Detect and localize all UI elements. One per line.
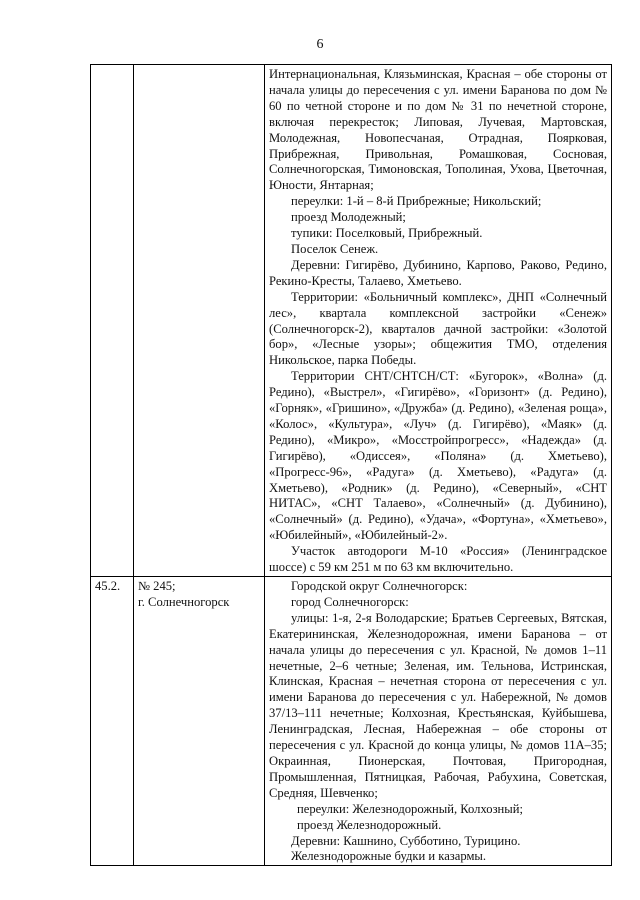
- territory-cell: [265, 65, 612, 577]
- territory-paragraph: Деревни: Кашнино, Субботино, Турицино.: [291, 833, 521, 848]
- territory-paragraph: переулки: Железнодорожный, Колхозный;: [297, 801, 523, 816]
- row-number-cell: 45.2.: [91, 577, 134, 866]
- territory-paragraph: тупики: Поселковый, Прибрежный.: [291, 226, 483, 241]
- territory-paragraph: Деревни: Гигирёво, Дубинино, Карпово, Раково, Редино, Рекино-Кресты, Талаево, Хметьево.: [269, 257, 607, 288]
- territory-paragraph: Территории: «Больничный комплекс», ДНП «Солнечный лес», квартала комплексной застройки «Сенеж» (Солнечногорск-2), кварталов дачной застройки: «Золотой бор», «Лесные узоры»; общежития ТМО, отделения Никольское, парка Победы.: [269, 289, 607, 368]
- territory-paragraph: улицы: 1-я, 2-я Володарские; Братьев Сергеевых, Вятская, Екатерининская, Железнодорожная, имени Баранова – от начала улицы до пересечения с ул. Красной, № домов 1–11 нечетные, 2–6 четные; Зеленая, им. Тельнова, Истринская, Клинская, Красная – нечетная сторона от пересечения с ул. имени Баранова до пересечения с ул. Набережной, № домов 37/13–111 нечетные; Колхозная, Крестьянская, Куйбышева, Ленинградская, Лесная, Набережная – обе стороны от пересечения с ул. Красной до конца улицы, № домов 11А–35; Окраинная, Пионерская, Почтовая, Пригородная, Промышленная, Пятницкая, Рабочая, Рабухина, Советская, Средняя, Шевченко;: [269, 610, 607, 800]
- polling-stations-table: [90, 64, 612, 866]
- territory-paragraph: Территории СНТ/СНТСН/СТ: «Бугорок», «Волна» (д. Редино), «Выстрел», «Гигирёво», «Горизонт» (д. Редино), «Горняк», «Гришино», «Дружба» (д. Редино), «Зеленая роща», «Колос», «Культура», «Луч» (д. Гигирёво), «Маяк» (д. Редино), «Микро», «Мосстройпрогресс», «Надежда» (д. Гигирёво), «Одиссея», «Поляна» (д. Хметьево), «Прогресс-96», «Радуга» (д. Хметьево), «Радуга» (д. Хметьево), «Родник» (д. Редино), «Северный», «СНТ НИТАС», «СНТ Талаево», «Солнечный» (д. Дубинино), «Солнечный» (д. Редино), «Удача», «Фортуна», «Хметьево», «Юбилейный», «Юбилейный-2».: [269, 369, 607, 543]
- row-number-cell: [91, 65, 134, 577]
- polling-station-cell: № 245; г. Солнечногорск: [134, 577, 265, 866]
- polling-station-cell: [134, 65, 265, 577]
- table-row: [91, 65, 612, 577]
- territory-paragraph: Участок автодороги М-10 «Россия» (Ленинградское шоссе) с 59 км 251 м по 63 км включительно.: [269, 544, 607, 575]
- page-number: 6: [316, 37, 324, 52]
- territory-paragraph: Поселок Сенеж.: [291, 241, 379, 256]
- territory-paragraph: Городской округ Солнечногорск:: [291, 579, 468, 593]
- territory-paragraph: город Солнечногорск:: [291, 594, 409, 609]
- territory-paragraph: Железнодорожные будки и казармы.: [291, 849, 487, 864]
- territory-paragraph: проезд Молодежный;: [291, 210, 406, 225]
- territory-paragraph: Интернациональная, Клязьминская, Красная – обе стороны от начала улицы до пересечения с ул. имени Баранова по дом № 60 по четной стороне и по дом № 31 по нечетной стороне, включая перекресток; Липовая, Лучевая, Мартовская, Молодежная, Новопесчаная, Отрадная, Поярковая, Прибрежная, Привольная, Ромашковая, Сосновая, Солнечногорская, Тимоновская, Тополиная, Ухова, Цветочная, Юности, Янтарная;: [269, 67, 607, 193]
- territory-cell: [265, 577, 612, 866]
- table-row: [91, 577, 612, 866]
- territory-paragraph: проезд Железнодорожный.: [297, 817, 442, 832]
- territory-paragraph: переулки: 1-й – 8-й Прибрежные; Никольский;: [291, 194, 542, 209]
